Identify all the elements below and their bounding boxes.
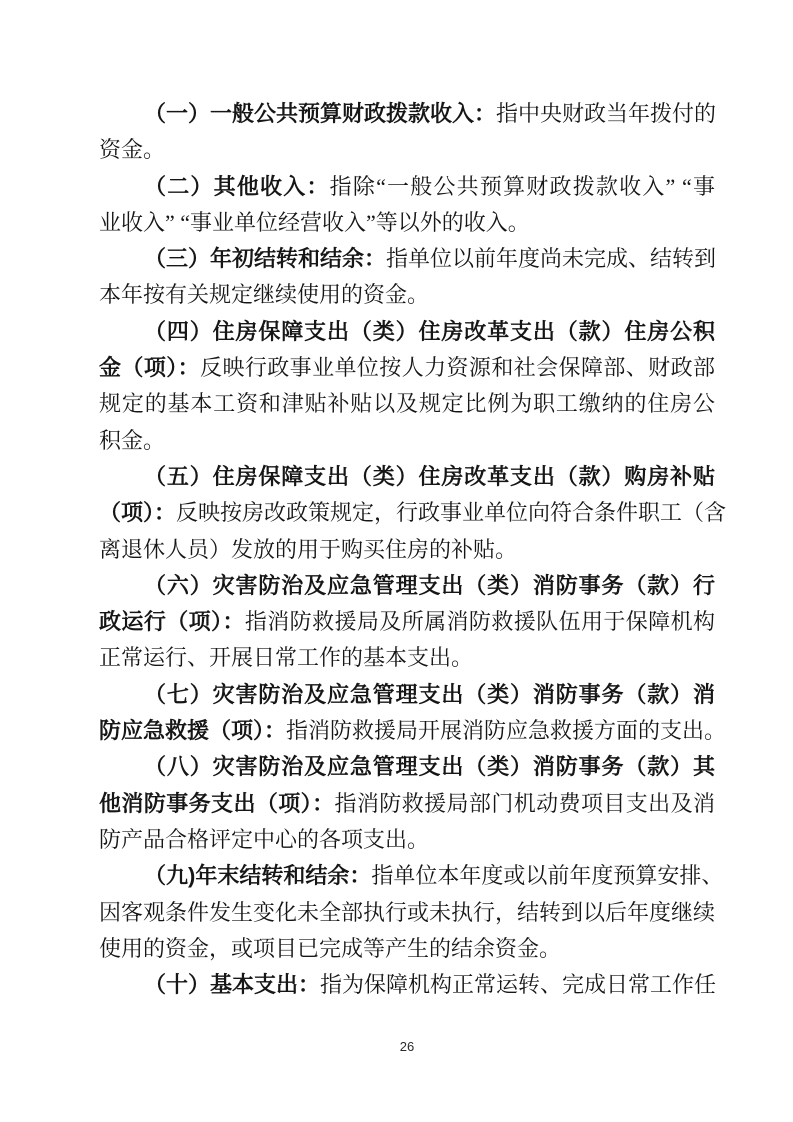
- definition-text: 使用的资金，或项目已完成等产生的结余资金。: [99, 935, 562, 961]
- text-line: [99, 640, 715, 676]
- definition-text: 业收入” “事业单位经营收入”等以外的收入。: [99, 209, 530, 235]
- definition-text: 指消防救援局及所属消防救援队伍用于保障机构: [244, 609, 715, 635]
- definition-text: 指单位以前年度尚未完成、结转到: [386, 246, 717, 272]
- definitions-text: [99, 96, 727, 1003]
- text-line: [99, 386, 715, 422]
- definition-text: 指中央财政当年拨付的: [496, 101, 717, 126]
- text-line: [99, 604, 715, 640]
- definition-text: 反映按房改政策规定，行政事业单位向符合条件职工（含: [176, 500, 727, 526]
- definition-text: 离退休人员）发放的用于购买住房的补贴。: [99, 536, 518, 562]
- text-line: [99, 495, 727, 531]
- definition-text: 规定的基本工资和津贴补贴以及规定比例为职工缴纳的住房公: [99, 391, 715, 417]
- term-label: （十）基本支出：: [144, 972, 321, 998]
- definition-text: 防产品合格评定中心的各项支出。: [99, 826, 430, 852]
- text-line: [99, 749, 715, 785]
- text-line: [99, 895, 715, 931]
- term-label: （六）灾害防治及应急管理支出（类）消防事务（款）行: [144, 572, 715, 598]
- text-line: [99, 423, 715, 459]
- definition-text: 指单位本年度或以前年度预算安排、: [371, 863, 724, 889]
- term-label: （九)年末结转和结余：: [144, 863, 372, 889]
- text-line: [99, 277, 715, 313]
- definition-text: 积金。: [99, 427, 166, 453]
- text-line: [99, 568, 715, 604]
- term-label: （四）住房保障支出（类）住房改革支出（款）住房公积: [144, 318, 715, 344]
- definition-text: 因客观条件发生变化未全部执行或未执行，结转到以后年度继续: [99, 899, 716, 925]
- definition-text: 本年按有关规定继续使用的资金。: [99, 282, 430, 308]
- text-line: [99, 169, 715, 205]
- definition-text: 正常运行、开展日常工作的基本支出。: [99, 645, 474, 671]
- term-label: （一）一般公共预算财政拨款收入：: [144, 101, 497, 126]
- term-label: （七）灾害防治及应急管理支出（类）消防事务（款）消: [144, 681, 715, 707]
- definition-text: 资金。: [99, 137, 166, 163]
- term-label: （二）其他收入：: [144, 173, 330, 199]
- text-line: [99, 677, 715, 713]
- text-line: [99, 350, 715, 386]
- text-line: [99, 858, 724, 894]
- text-line: [99, 459, 715, 495]
- text-line: [99, 822, 715, 858]
- term-label: （八）灾害防治及应急管理支出（类）消防事务（款）其: [144, 754, 715, 780]
- term-label: （项）：: [99, 500, 177, 526]
- definition-text: 指消防救援局部门机动费项目支出及消: [334, 790, 715, 816]
- text-line: [99, 96, 715, 132]
- text-line: [99, 713, 727, 749]
- term-label: 金（项）：: [99, 355, 201, 381]
- text-line: [99, 786, 715, 822]
- definition-text: 指消防救援局开展消防应急救援方面的支出。: [286, 718, 727, 744]
- text-line: [99, 132, 715, 168]
- text-line: [99, 967, 715, 1003]
- page-number: 26: [399, 1039, 415, 1054]
- term-label: 他消防事务支出（项）：: [99, 790, 335, 816]
- term-label: 政运行（项）：: [99, 609, 245, 635]
- term-label: （三）年初结转和结余：: [144, 246, 387, 272]
- term-label: 防应急救援（项）：: [99, 718, 287, 744]
- text-line: [99, 532, 715, 568]
- definition-text: 反映行政事业单位按人力资源和社会保障部、财政部: [200, 355, 715, 381]
- text-line: [99, 314, 715, 350]
- definition-text: 指为保障机构正常运转、完成日常工作任: [320, 972, 717, 998]
- term-label: （五）住房保障支出（类）住房改革支出（款）购房补贴: [144, 463, 715, 489]
- text-line: [99, 205, 715, 241]
- text-line: [99, 931, 715, 967]
- definition-text: 指除“一般公共预算财政拨款收入” “事: [329, 173, 715, 199]
- text-line: [99, 241, 715, 277]
